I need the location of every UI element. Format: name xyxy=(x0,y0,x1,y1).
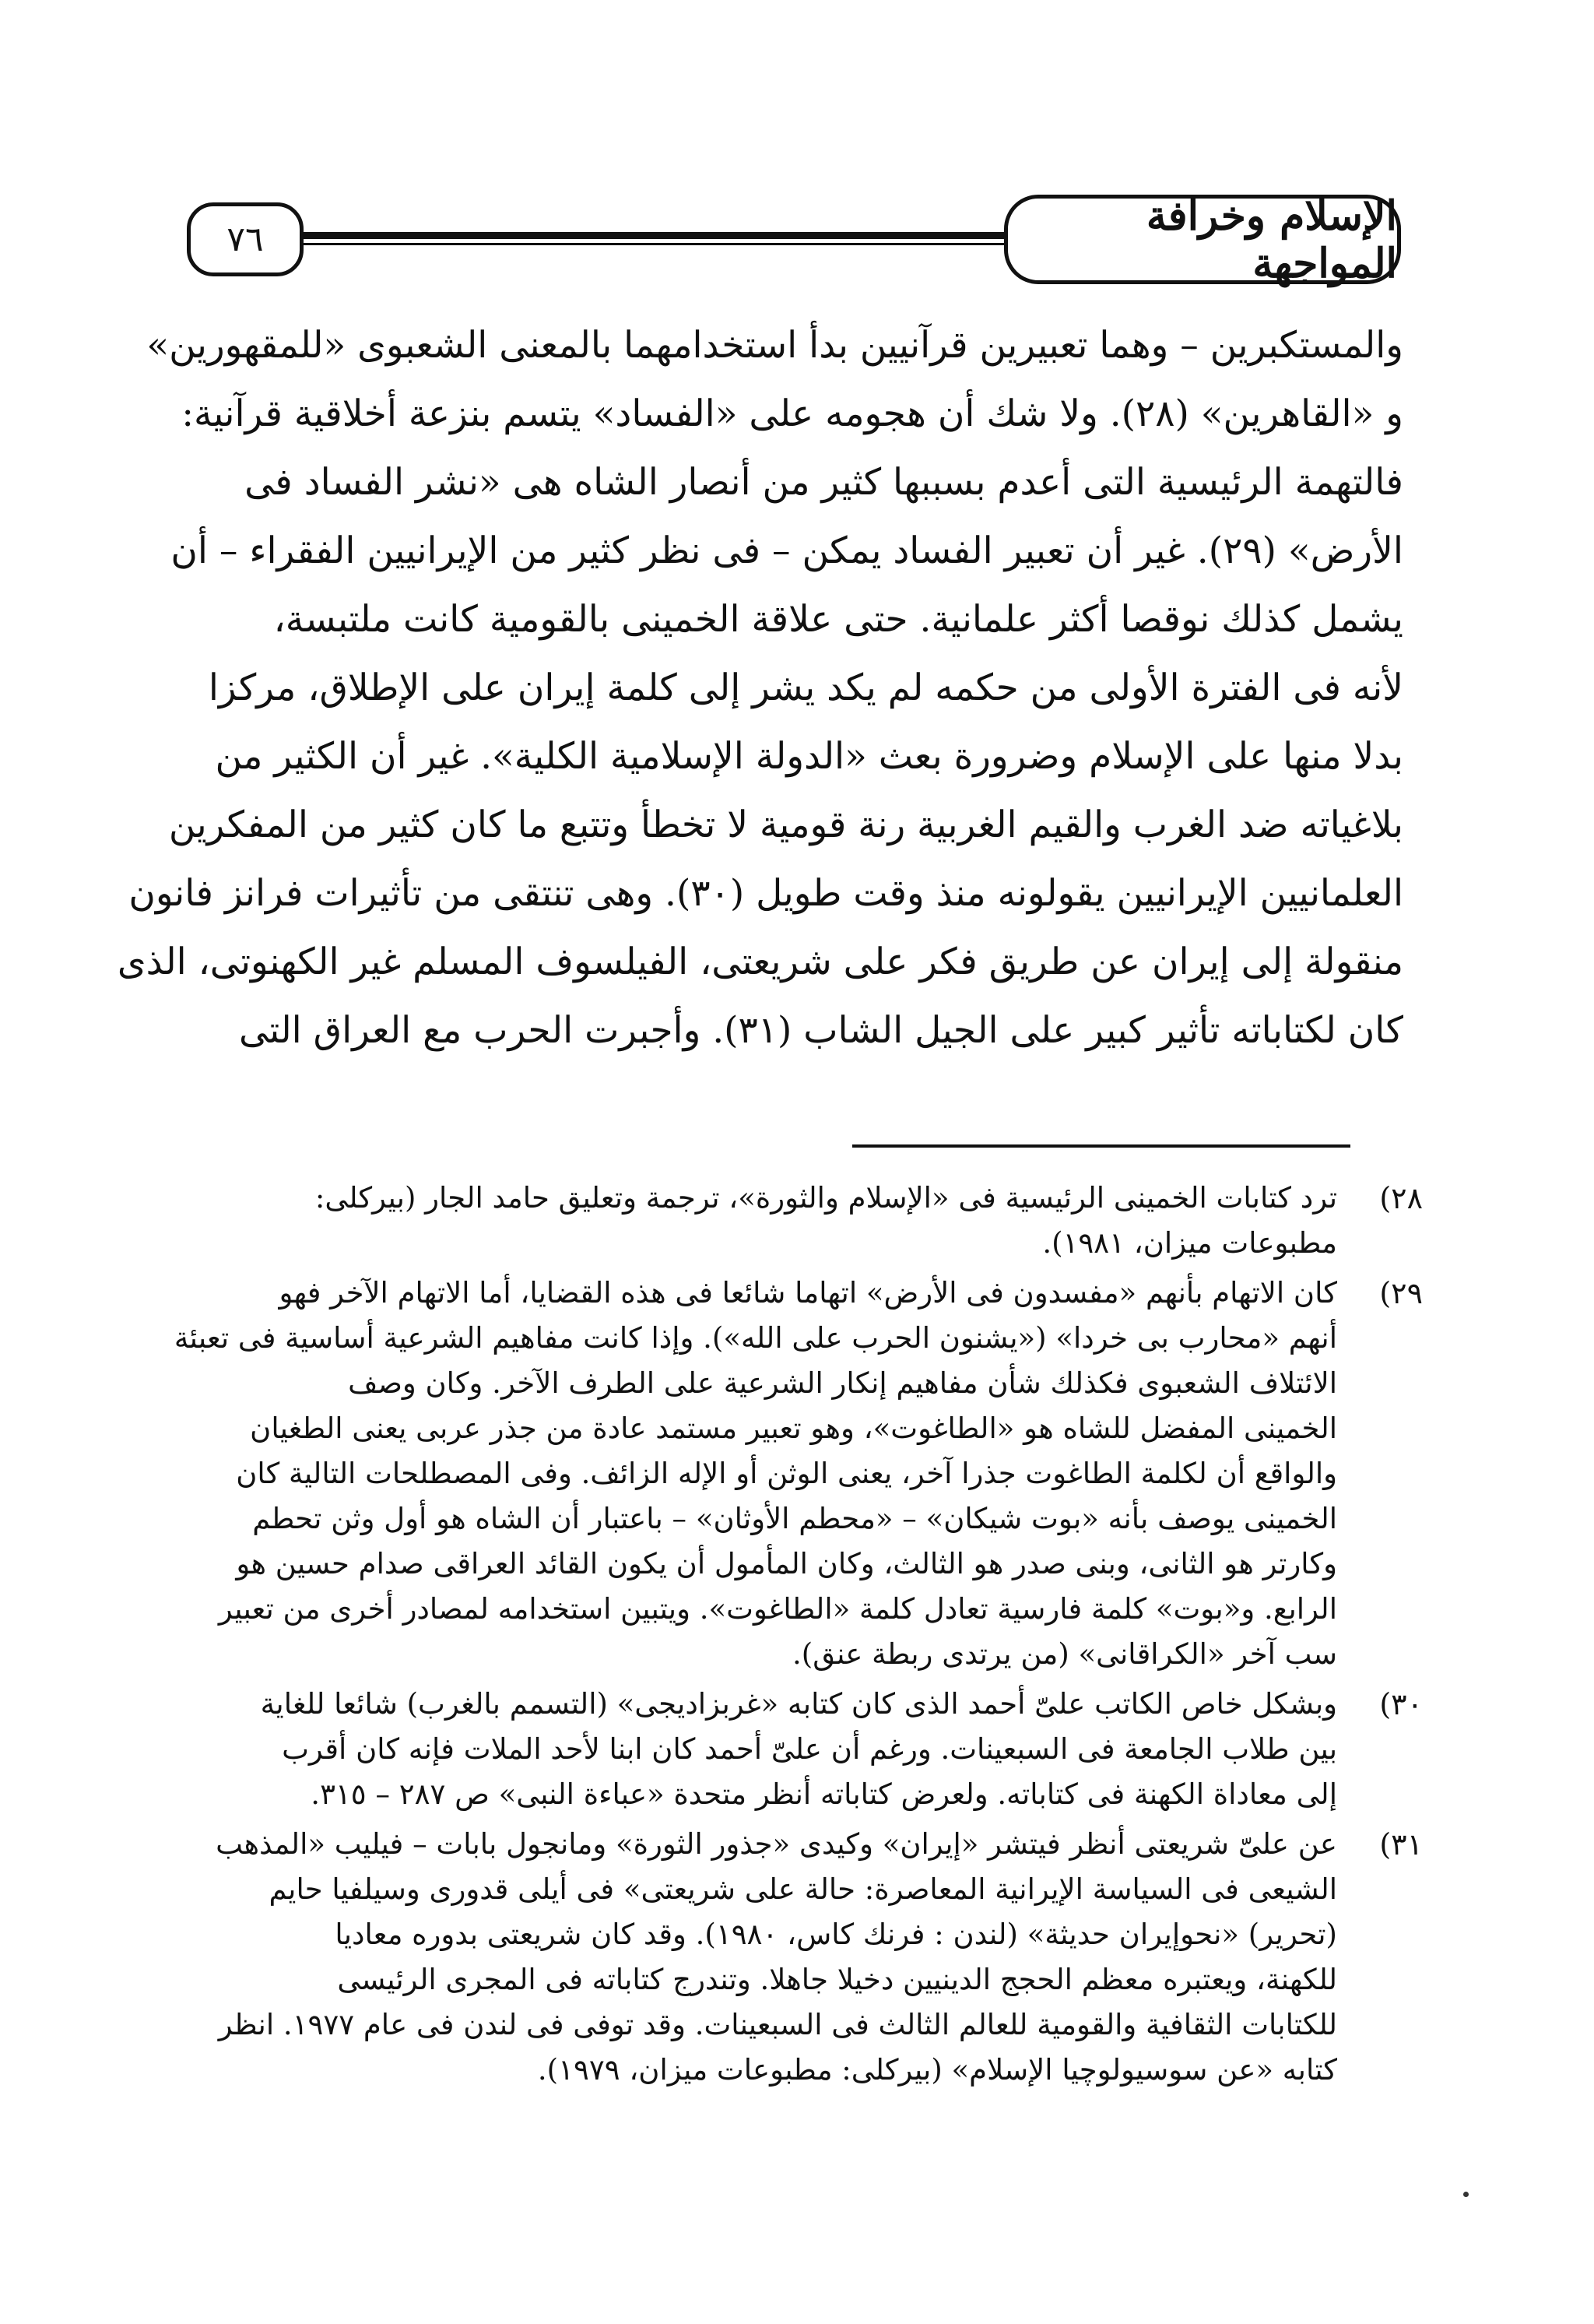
footnote-line: كتابه «عن سوسيولوچيا الإسلام» (بيركلى: مطبوعات ميزان، ١٩٧٩). xyxy=(537,2053,1337,2087)
footnotes xyxy=(174,1176,1423,2097)
footnote-line: أنهم «محارب بى خردا» («يشنون الحرب على الله»). وإذا كانت مفاهيم الشرعية أساسية فى تعبئة xyxy=(174,1321,1337,1355)
footnote-line: سب آخر «الكراقانى» (من يرتدى ربطة عنق). xyxy=(792,1637,1337,1671)
footnote-text xyxy=(177,1822,1337,2093)
footnote xyxy=(177,1682,1423,1817)
body-text xyxy=(117,311,1403,1065)
footnote-text xyxy=(177,1682,1337,1817)
body-line: منقولة إلى إيران عن طريق فكر على شريعتى، الفيلسوف المسلم غير الكهنوتى، الذى xyxy=(117,940,1403,983)
body-line: العلمانيين الإيرانيين يقولونه منذ وقت طويل (٣٠). وهى تنتقى من تأثيرات فرانز فانون xyxy=(128,872,1403,915)
running-title: الإسلام وخرافة المواجهة xyxy=(1004,195,1401,284)
body-line: كان لكتاباته تأثير كبير على الجيل الشاب (٣١). وأجبرت الحرب مع العراق التى xyxy=(239,1009,1403,1052)
footnote-line: مطبوعات ميزان، ١٩٨١). xyxy=(1042,1226,1337,1260)
body-line: الأرض» (٢٩). غير أن تعبير الفساد يمكن – فى نظر كثير من الإيرانيين الفقراء – أن xyxy=(170,529,1403,572)
footnote-line: الخمينى يوصف بأنه «بوت شيكان» – «محطم الأوثان» – باعتبار أن الشاه هو أول وثن تحطم xyxy=(252,1502,1337,1535)
footnote-number: ٢٩) xyxy=(1379,1276,1423,1310)
body-line: و «القاهرين» (٢٨). ولا شك أن هجومه على «الفساد» يتسم بنزعة أخلاقية قرآنية: xyxy=(181,392,1403,435)
header-rule-thin xyxy=(302,243,1006,245)
footnote-line: إلى معاداة الكهنة فى كتاباته. ولعرض كتاباته أنظر متحدة «عباءة النبى» ص ٢٨٧ – ٣١٥. xyxy=(311,1777,1337,1811)
footnote xyxy=(177,1822,1423,2093)
footnote-line: عن علىّ شريعتى أنظر فيتشر «إيران» وكيدى «جذور الثورة» ومانجول بابات – فيليب «المذهب xyxy=(216,1827,1337,1861)
speck-mark xyxy=(1463,2192,1469,2197)
footnote xyxy=(177,1176,1423,1266)
footnote-line: الخمينى المفضل للشاه هو «الطاغوت»، وهو تعبير مستمد عادة من جذر عربى يعنى الطغيان xyxy=(250,1412,1337,1445)
footnote-text xyxy=(174,1271,1337,1677)
body-line: والمستكبرين – وهما تعبيرين قرآنيين بدأ استخدامهما بالمعنى الشعبوى «للمقهورين» xyxy=(146,324,1403,367)
body-line: يشمل كذلك نوقصا أكثر علمانية. حتى علاقة الخمينى بالقومية كانت ملتبسة، xyxy=(273,598,1403,641)
footnote-line: ترد كتابات الخمينى الرئيسية فى «الإسلام والثورة»، ترجمة وتعليق حامد الجار (بيركلى: xyxy=(314,1181,1337,1215)
footnote-separator xyxy=(852,1144,1350,1148)
footnote-line: والواقع أن لكلمة الطاغوت جذرا آخر، يعنى الوثن أو الإله الزائف. وفى المصطلحات التالية كان xyxy=(236,1457,1337,1490)
footnote-line: للكهنة، ويعتبره معظم الحجج الدينيين دخيلا جاهلا. وتندرج كتاباته فى المجرى الرئيسى xyxy=(337,1963,1337,1996)
body-line: بلاغياته ضد الغرب والقيم الغربية رنة قومية لا تخطأ وتتبع ما كان كثير من المفكرين xyxy=(168,803,1403,846)
footnote-line: وكارتر هو الثانى، وبنى صدر هو الثالث، وكان المأمول أن يكون القائد العراقى صدام حسين هو xyxy=(236,1547,1337,1580)
footnote-number: ٣٠) xyxy=(1379,1687,1423,1721)
footnote-line: (تحرير) «نحوإيران حديثة» (لندن : فرنك كاس، ١٩٨٠). وقد كان شريعتى بدوره معاديا xyxy=(335,1918,1337,1951)
header-rule xyxy=(302,232,1006,239)
footnote-line: وبشكل خاص الكاتب علىّ أحمد الذى كان كتابه «غربزاديجى» (التسمم بالغرب) شائعا للغاية xyxy=(260,1687,1337,1721)
footnote-number: ٢٨) xyxy=(1379,1181,1423,1215)
footnote-number: ٣١) xyxy=(1379,1827,1423,1862)
footnote-line: الائتلاف الشعبوى فكذلك شأن مفاهيم إنكار الشرعية على الطرف الآخر. وكان وصف xyxy=(348,1366,1337,1400)
body-line: لأنه فى الفترة الأولى من حكمه لم يكد يشر إلى كلمة إيران على الإطلاق، مركزا xyxy=(208,666,1403,709)
footnote-line: بين طلاب الجامعة فى السبعينات. ورغم أن علىّ أحمد كان ابنا لأحد الملات فإنه كان أقرب xyxy=(282,1732,1337,1766)
page-number: ٧٦ xyxy=(187,202,304,276)
footnote-text xyxy=(177,1176,1337,1266)
footnote-line: الشيعى فى السياسة الإيرانية المعاصرة: حالة على شريعتى» فى أيلى قدورى وسيلفيا حايم xyxy=(269,1872,1337,1906)
footnote-line: للكتابات الثقافية والقومية للعالم الثالث فى السبعينات. وقد توفى فى لندن فى عام ١٩٧٧. انظر xyxy=(218,2008,1337,2041)
body-line: فالتهمة الرئيسية التى أعدم بسببها كثير من أنصار الشاه هى «نشر الفساد فى xyxy=(244,461,1403,504)
footnote-line: كان الاتهام بأنهم «مفسدون فى الأرض» اتهاما شائعا فى هذه القضايا، أما الاتهام الآخر فهو xyxy=(279,1276,1337,1310)
footnote xyxy=(174,1271,1423,1677)
body-line: بدلا منها على الإسلام وضرورة بعث «الدولة الإسلامية الكلية». غير أن الكثير من xyxy=(215,735,1403,778)
footnote-line: الرابع. و«بوت» كلمة فارسية تعادل كلمة «الطاغوت». ويتبين استخدامه لمصادر أخرى من تعبير xyxy=(218,1592,1337,1626)
page-header xyxy=(187,192,1401,287)
